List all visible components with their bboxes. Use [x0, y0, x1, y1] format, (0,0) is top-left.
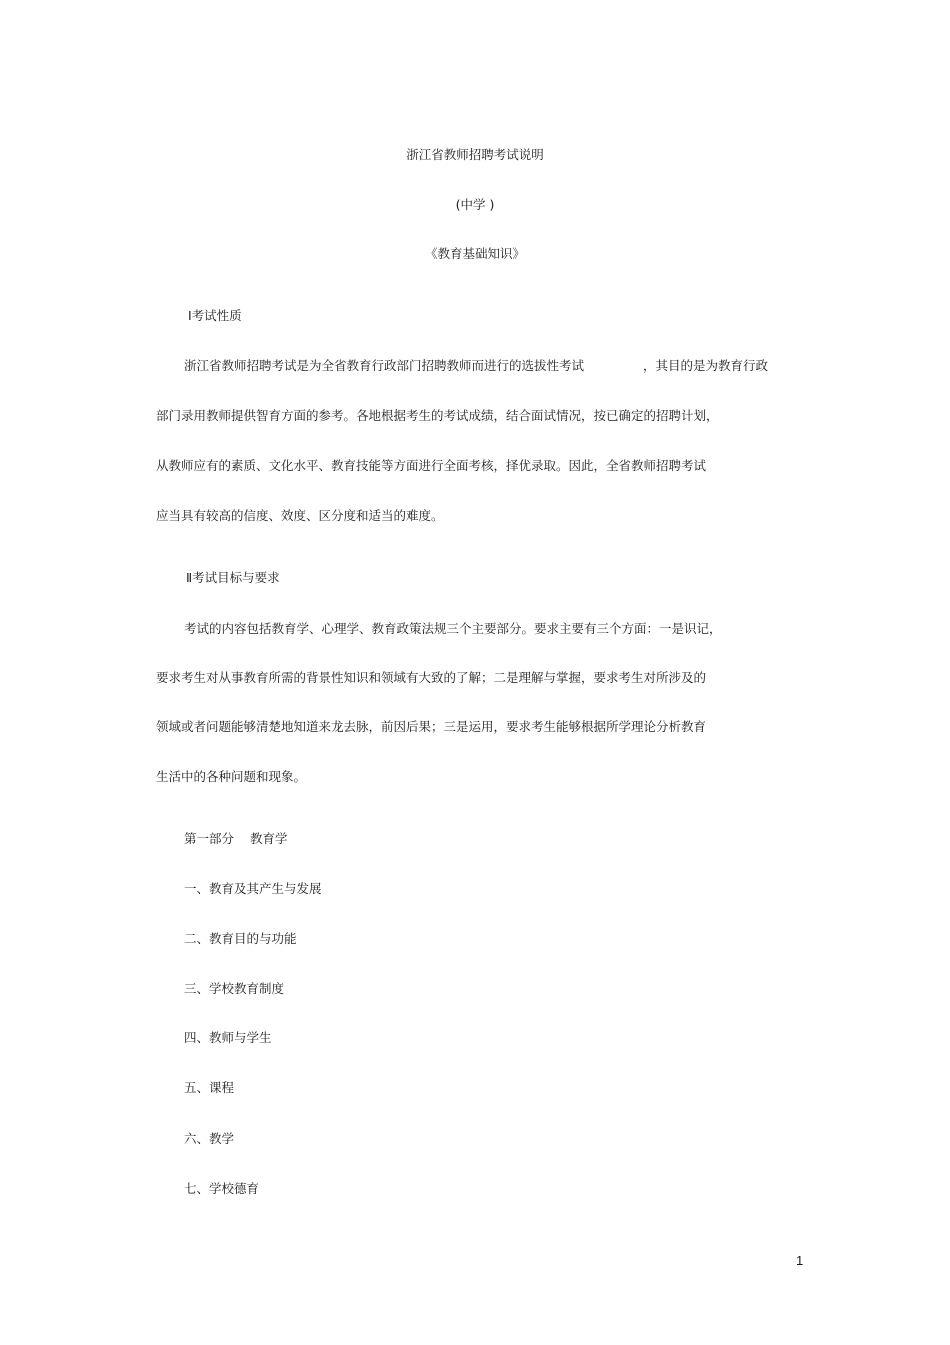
paragraph-line: 生活中的各种问题和现象。: [156, 769, 307, 784]
paragraph-line: 领域或者问题能够清楚地知道来龙去脉，前因后果；三是运用，要求考生能够根据所学理论分析教育: [156, 719, 707, 734]
list-item: 二、教育目的与功能: [184, 931, 297, 946]
book-title: 《教育基础知识》: [424, 246, 525, 261]
part-name: 教育学: [250, 831, 288, 846]
paragraph-line: 从教师应有的素质、文化水平、教育技能等方面进行全面考核，择优录取。因此，全省教师招聘考试: [156, 458, 707, 473]
list-item: 三、学校教育制度: [184, 981, 285, 996]
section-heading-exam-goals: Ⅱ考试目标与要求: [186, 570, 280, 585]
section-heading-exam-nature: Ⅰ考试性质: [188, 308, 242, 323]
document-subtitle: (中学 ): [455, 197, 495, 212]
list-item: 四、教师与学生: [184, 1030, 272, 1045]
list-item: 一、教育及其产生与发展: [184, 881, 322, 896]
list-item: 七、学校德育: [184, 1181, 260, 1196]
part-label: 第一部分: [184, 831, 235, 846]
document-title: 浙江省教师招聘考试说明: [406, 147, 544, 162]
paragraph-line: 考试的内容包括教育学、心理学、教育政策法规三个主要部分。要求主要有三个方面：一是识记，: [184, 621, 722, 636]
list-item: 五、课程: [184, 1080, 235, 1095]
paragraph-line: 应当具有较高的信度、效度、区分度和适当的难度。: [156, 508, 444, 523]
paragraph-line: 浙江省教师招聘考试是为全省教育行政部门招聘教师而进行的选拔性考试: [184, 358, 585, 373]
page-number: 1: [796, 1253, 804, 1268]
paragraph-line: ，其目的是为教育行政: [643, 358, 769, 373]
paragraph-line: 部门录用教师提供智育方面的参考。各地根据考生的考试成绩，结合面试情况，按已确定的招聘计划，: [156, 408, 719, 423]
list-item: 六、教学: [184, 1131, 235, 1146]
paragraph-line: 要求考生对从事教育所需的背景性知识和领域有大致的了解；二是理解与掌握，要求考生对所涉及的: [156, 670, 707, 685]
